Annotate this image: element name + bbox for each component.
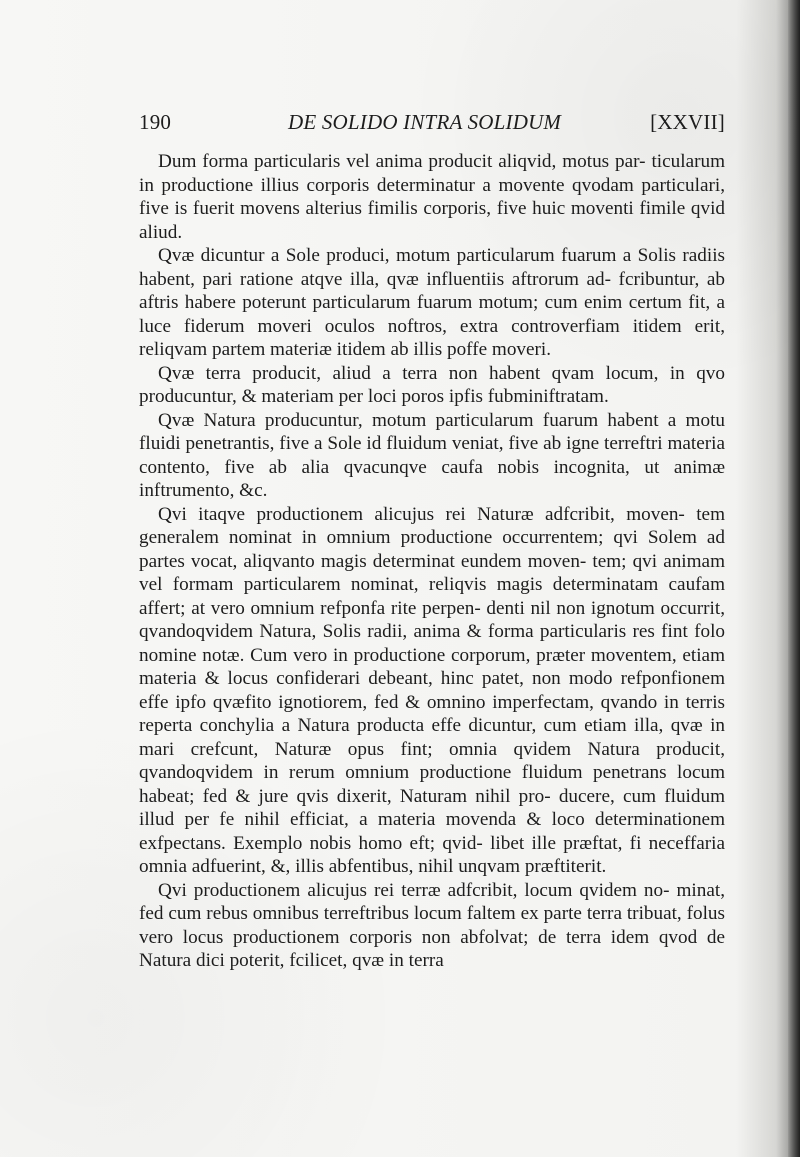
paragraph-6: Qvi productionem alicujus rei terræ adfcribit, locum qvidem no- minat, fed cum rebus omnibus terreftribus locum faltem ex parte terra tribuat, folus vero locus productionem corporis non abfolvat; de terra idem qvod de Natura dici poterit, fcilicet, qvæ in terra	[139, 879, 725, 971]
paragraph-4: Qvæ Natura producuntur, motum particularum fuarum habent a motu fluidi penetrantis, five a Sole id fluidum veniat, five ab igne terreftri materia contento, five ab alia qvacunqve caufa nobis incognita, ut animæ inftrumento, &c.	[139, 409, 725, 501]
paragraph-5: Qvi itaqve productionem alicujus rei Naturæ adfcribit, moven- tem generalem nominat in omnium productione occurrentem; qvi Solem ad partes vocat, aliqvanto magis determinat eundem moven- tem; qvi animam vel formam particularem nominat, reliqvis magis determinatam caufam affert; at vero omnium refponfa rite perpen- denti nil non ignotum occurrit, qvandoqvidem Natura, Solis radii, anima & forma particularis res fint folo nomine notæ. Cum vero in productione corporum, præter moventem, etiam materia & locus confiderari debeant, hinc patet, non modo refponfionem effe ipfo qvæfito ignotiorem, fed & omnino imperfectam, qvando in terris reperta conchylia a Natura producta effe dicuntur, cum etiam illa, qvæ in mari crefcunt, Naturæ opus fint; omnia qvidem Natura producit, qvandoqvidem in rerum omnium productione fluidum penetrans locum habeat; fed & jure qvis dixerit, Naturam nihil pro- ducere, cum fluidum illud per fe nihil efficiat, a materia movenda & loco determinationem exfpectans. Exemplo nobis homo eft; qvid- libet ille præftat, fi neceffaria omnia adfuerint, &, illis abfentibus, nihil unqvam præftiterit.	[139, 503, 725, 877]
paragraph-3: Qvæ terra producit, aliud a terra non habent qvam locum, in qvo producuntur, & materiam per loci poros ipfis fubminiftratam.	[139, 362, 725, 407]
running-title: DE SOLIDO INTRA SOLIDUM	[288, 110, 562, 134]
main-text-block	[139, 150, 725, 973]
page-edge-shadow	[788, 0, 800, 1157]
section-number: [XXVII]	[650, 110, 725, 134]
page-number: 190	[139, 110, 172, 134]
paragraph-2: Qvæ dicuntur a Sole produci, motum particularum fuarum a Solis radiis habent, pari ratione atqve illa, qvæ influentiis aftrorum ad- fcribuntur, ab aftris habere poterunt particularum fuarum motum; cum enim certum fit, a luce fiderum moveri oculos noftros, extra controverfiam itidem erit, reliqvam partem materiæ itidem ab illis poffe moveri.	[139, 245, 725, 360]
paragraph-1: Dum forma particularis vel anima producit aliqvid, motus par- ticularum in productione illius corporis determinatur a movente qvodam particulari, five is fuerit movens alterius fimilis corporis, five huic moventi fimile qvid aliud.	[139, 151, 725, 243]
page-header	[139, 110, 725, 142]
